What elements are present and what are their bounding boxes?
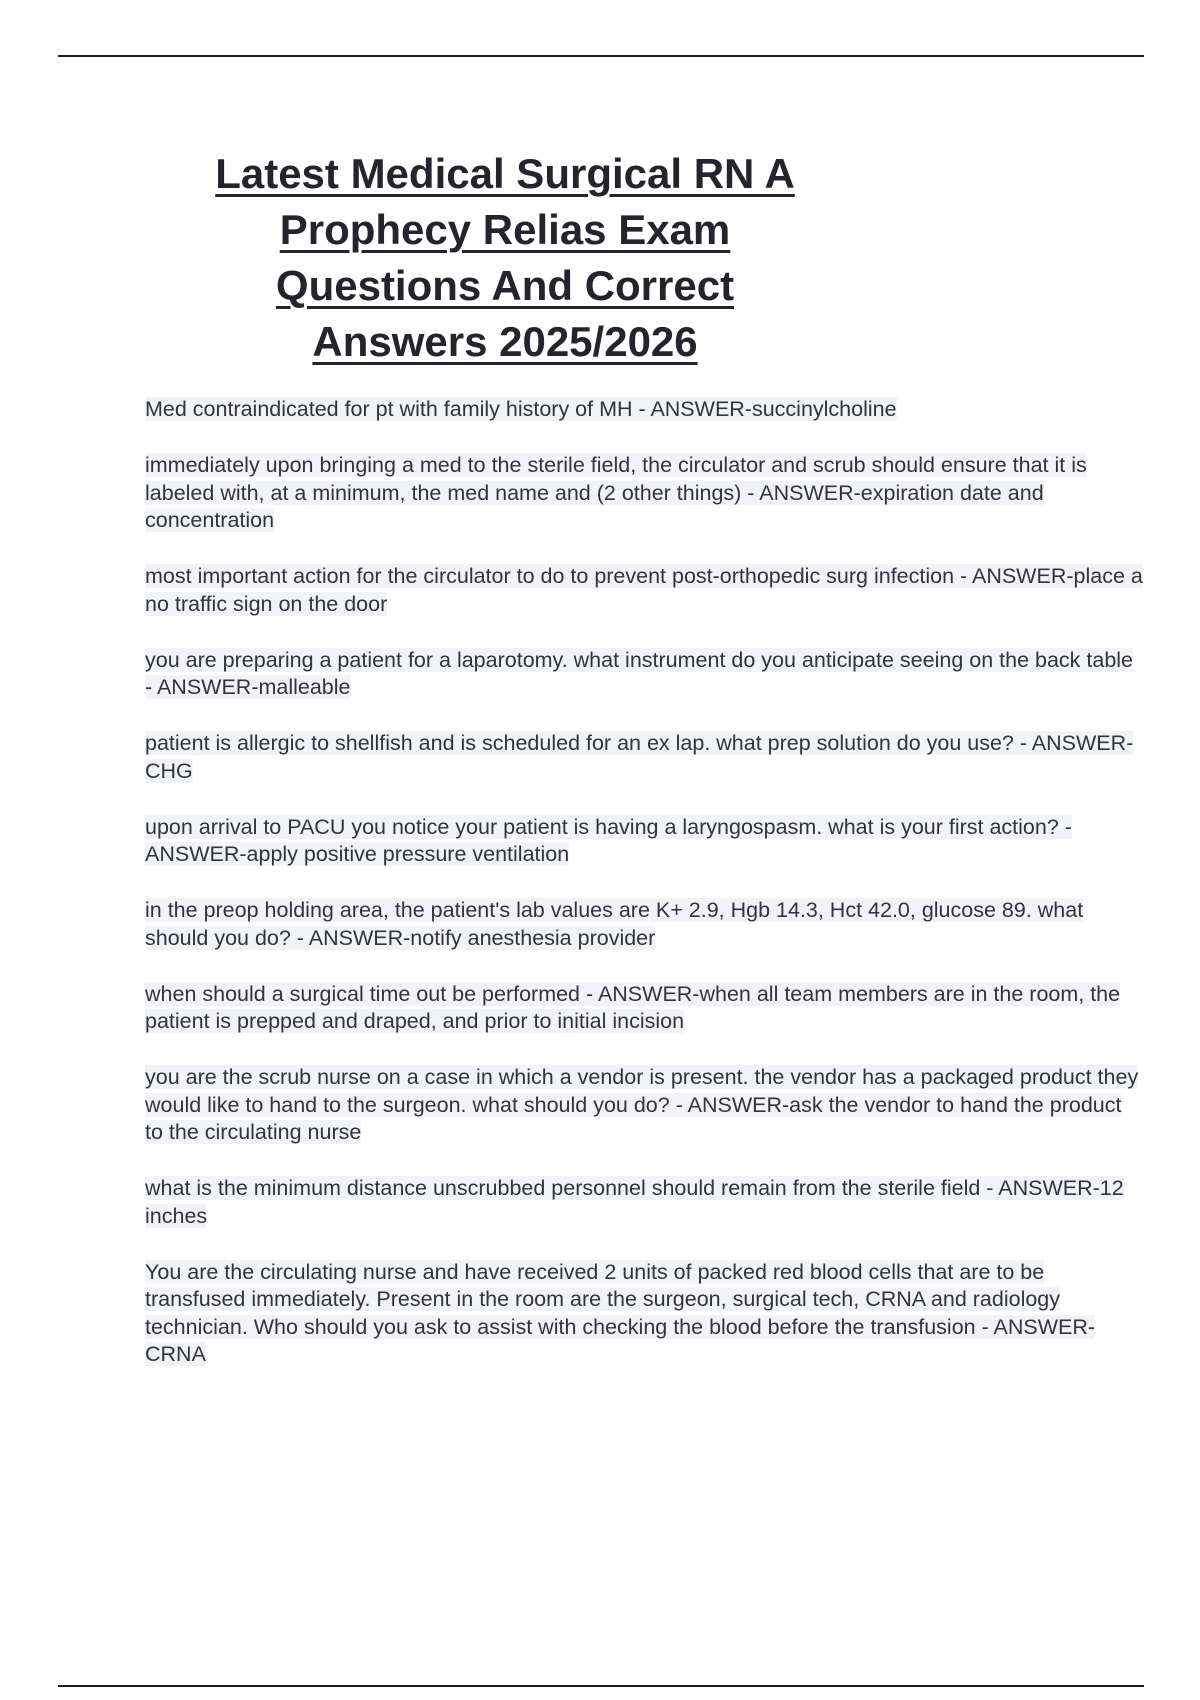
qa-item: you are the scrub nurse on a case in which a vendor is present. the vendor has a packaged product they would like to hand to the surgeon. what should you do? - ANSWER-ask the vendor to hand the product to the circulating nurse [145, 1065, 1139, 1144]
qa-item: Med contraindicated for pt with family history of MH - ANSWER-succinylcholine [145, 397, 897, 421]
qa-item: most important action for the circulator to do to prevent post-orthopedic surg infection - ANSWER-place a no traffic sign on the door [145, 564, 1143, 616]
qa-item: upon arrival to PACU you notice your patient is having a laryngospasm. what is your first action? - ANSWER-apply positive pressure ventilation [145, 814, 1072, 866]
question-answer-list [145, 396, 1145, 1397]
qa-item: patient is allergic to shellfish and is scheduled for an ex lap. what prep solution do you use? - ANSWER-CHG [145, 731, 1134, 783]
bottom-rule [58, 1685, 1144, 1687]
qa-item: what is the minimum distance unscrubbed personnel should remain from the sterile field - ANSWER-12 inches [145, 1176, 1124, 1228]
qa-item: when should a surgical time out be performed - ANSWER-when all team members are in the room, the patient is prepped and draped, and prior to initial incision [145, 981, 1121, 1033]
qa-item: immediately upon bringing a med to the sterile field, the circulator and scrub should ensure that it is labeled with, at a minimum, the med name and (2 other things) - ANSWER-expiration date and concentration [145, 453, 1087, 532]
qa-item: in the preop holding area, the patient's lab values are K+ 2.9, Hgb 14.3, Hct 42.0, glucose 89. what should you do? - ANSWER-notify anesthesia provider [145, 898, 1084, 950]
page-title [150, 146, 860, 370]
title-line: Questions And Correct [275, 262, 735, 309]
title-line: Latest Medical Surgical RN A [215, 150, 795, 197]
top-rule [58, 55, 1144, 57]
title-line: Answers 2025/2026 [312, 318, 698, 365]
title-line: Prophecy Relias Exam [279, 206, 731, 253]
qa-item: you are preparing a patient for a laparotomy. what instrument do you anticipate seeing on the back table - ANSWER-malleable [145, 647, 1134, 699]
qa-item: You are the circulating nurse and have received 2 units of packed red blood cells that are to be transfused immediately. Present in the room are the surgeon, surgical tech, CRNA and radiology technician. Who should you ask to assist with checking the blood before the transfusion - ANSWER-CRNA [145, 1259, 1096, 1366]
